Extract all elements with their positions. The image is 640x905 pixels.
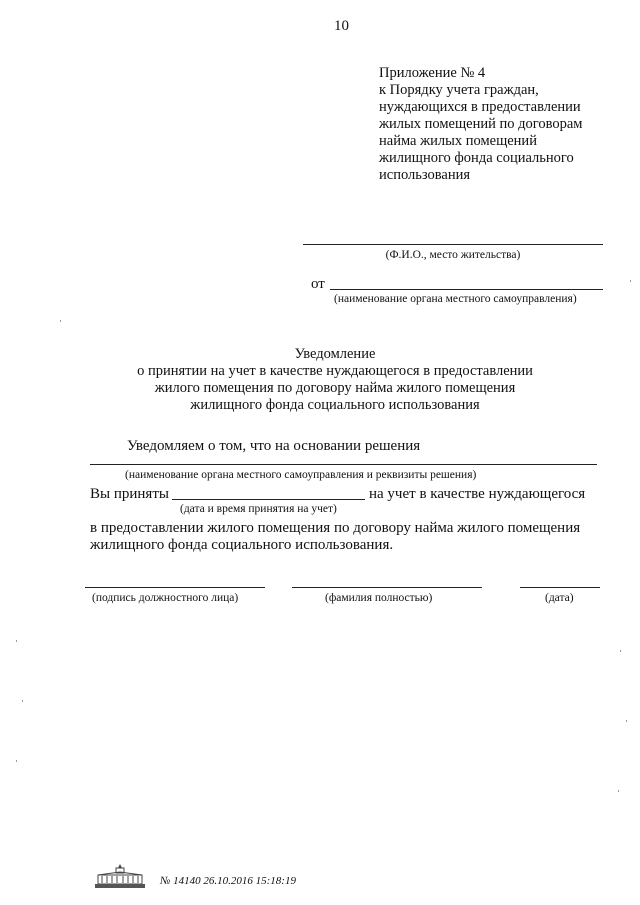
appendix-line: найма жилых помещений [379,133,537,149]
accepted-prefix: Вы приняты [90,486,169,502]
scan-speck [16,640,17,642]
scan-speck [618,790,619,792]
surname-caption: (фамилия полностью) [325,592,433,604]
appendix-line: к Порядку учета граждан, [379,82,539,98]
registration-stamp: № 14140 26.10.2016 15:18:19 [160,875,296,887]
from-label: от [311,276,325,292]
intro-text: Уведомляем о том, что на основании решения [127,438,421,454]
title-line: Уведомление [294,346,376,362]
organ-caption: (наименование органа местного самоуправления) [334,293,577,305]
scan-speck [60,320,61,322]
decision-blank-line [90,464,597,465]
continuation-line-1: в предоставлении жилого помещения по договору найма жилого помещения [90,520,581,536]
official-signature-caption: (подпись должностного лица) [92,592,239,604]
appendix-line: использования [379,167,471,183]
appendix-line: жилых помещений по договорам [379,116,583,132]
signature-line [85,587,265,588]
title-line: жилищного фонда социального использования [190,397,480,413]
date-line [520,587,600,588]
date-caption: (дата) [545,592,574,604]
continuation-line-2: жилищного фонда социального использования. [90,537,394,553]
notice-title [80,346,590,414]
date-time-caption: (дата и время принятия на учет) [180,503,337,515]
title-line: жилого помещения по договору найма жилого помещения [154,380,516,396]
page-number: 10 [334,18,349,34]
scan-speck [16,760,17,762]
appendix-line: нуждающихся в предоставлении [379,99,581,115]
appendix-line: Приложение № 4 [379,65,486,81]
accepted-suffix: на учет в качестве нуждающегося [369,486,586,502]
title-line: о принятии на учет в качестве нуждающегося в предоставлении [137,363,533,379]
appendix-line: жилищного фонда социального [379,150,574,166]
surname-line [292,587,482,588]
appendix-header [379,65,582,184]
building-stamp-icon [92,862,148,890]
scan-speck [626,720,627,722]
date-blank-line [172,499,365,500]
organ-blank-line [330,289,603,290]
scan-speck [620,650,621,652]
scan-speck [22,700,23,702]
scan-speck [630,280,631,282]
decision-caption: (наименование органа местного самоуправления и реквизиты решения) [125,469,477,481]
fio-caption: (Ф.И.О., место жительства) [385,249,521,261]
fio-blank-line [303,244,603,245]
